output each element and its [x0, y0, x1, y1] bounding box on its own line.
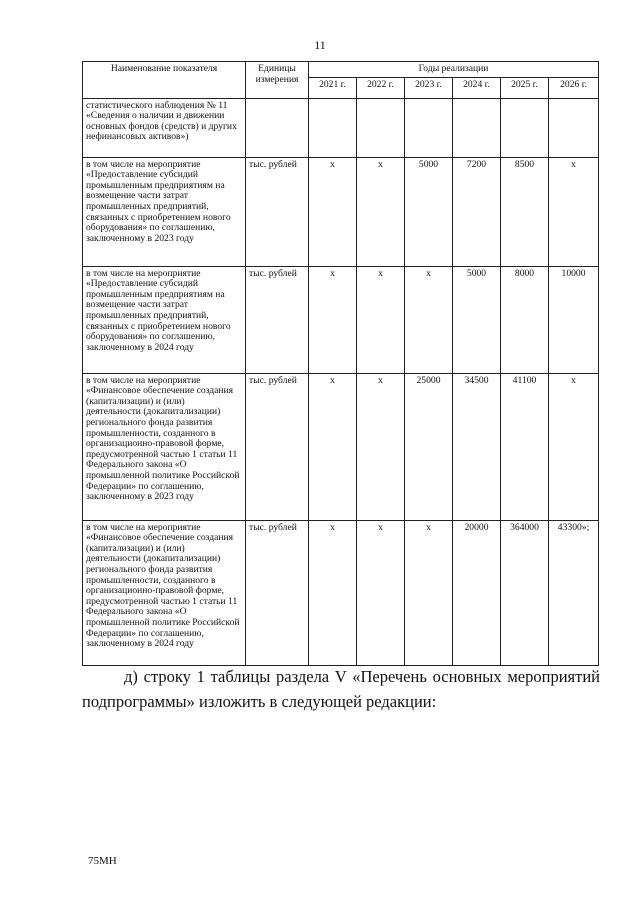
row-value-2026: 10000 [549, 266, 599, 373]
row-value-2022: х [357, 266, 405, 373]
row-name: в том числе на мероприятие «Предоставление субсидий промышленным предприятиям на возмещение части затрат промышленных предприятий, связанных с приобретением нового оборудования» по соглашению, заключенному в 2023 году [83, 157, 246, 266]
row-name: в том числе на мероприятие «Финансовое обеспечение создания (капитализации) и (или) деятельности (докапитализации) регионального фонда развития промышленности, созданного в организационно-правовой форме, предусмотренной частью 1 статьи 11 Федерального закона «О промышленной политике Российской Федерации» по соглашению, заключенному в 2024 году [83, 520, 246, 665]
row-value-2024: 20000 [453, 520, 501, 665]
row-value-2024 [453, 98, 501, 157]
header-indicator-name: Наименование показателя [83, 62, 246, 99]
row-value-2022: х [357, 157, 405, 266]
header-year-2021: 2021 г. [309, 77, 357, 98]
row-value-2021: х [309, 157, 357, 266]
table-header-row [83, 62, 599, 78]
row-value-2021: х [309, 520, 357, 665]
row-value-2026: х [549, 373, 599, 520]
row-unit: тыс. рублей [246, 157, 309, 266]
amendment-paragraph-line-1: д) строку 1 таблицы раздела V «Перечень основных мероприятий [124, 667, 600, 686]
row-value-2024: 34500 [453, 373, 501, 520]
header-years-group: Годы реализации [309, 62, 599, 78]
row-value-2025: 8000 [501, 266, 549, 373]
header-year-2026: 2026 г. [549, 77, 599, 98]
row-name: статистического наблюдения № 11 «Сведения о наличии и движении основных фондов (средств) и других нефинансовых активов») [83, 98, 246, 157]
indicators-table [82, 61, 599, 666]
row-value-2022: х [357, 373, 405, 520]
header-year-2024: 2024 г. [453, 77, 501, 98]
row-unit [246, 98, 309, 157]
row-unit: тыс. рублей [246, 266, 309, 373]
row-value-2022: х [357, 520, 405, 665]
row-value-2026 [549, 98, 599, 157]
row-value-2023: 25000 [405, 373, 453, 520]
page-number: 11 [314, 38, 326, 52]
row-value-2026: 43300»; [549, 520, 599, 665]
amendment-paragraph-line-2: подпрограммы» изложить в следующей редакции: [82, 692, 437, 711]
row-value-2025 [501, 98, 549, 157]
row-unit: тыс. рублей [246, 373, 309, 520]
row-value-2024: 7200 [453, 157, 501, 266]
row-value-2025: 41100 [501, 373, 549, 520]
row-value-2023: 5000 [405, 157, 453, 266]
row-unit: тыс. рублей [246, 520, 309, 665]
table-row [83, 98, 599, 157]
header-year-2023: 2023 г. [405, 77, 453, 98]
row-name: в том числе на мероприятие «Предоставление субсидий промышленным предприятиям на возмещение части затрат промышленных предприятий, связанных с приобретением нового оборудования» по соглашению, заключенному в 2024 году [83, 266, 246, 373]
row-value-2021: х [309, 266, 357, 373]
header-year-2025: 2025 г. [501, 77, 549, 98]
row-name: в том числе на мероприятие «Финансовое обеспечение создания (капитализации) и (или) деятельности (докапитализации) регионального фонда развития промышленности, созданного в организационно-правовой форме, предусмотренной частью 1 статьи 11 Федерального закона «О промышленной политике Российской Федерации» по соглашению, заключенному в 2023 году [83, 373, 246, 520]
header-year-2022: 2022 г. [357, 77, 405, 98]
table-row [83, 373, 599, 520]
row-value-2025: 8500 [501, 157, 549, 266]
row-value-2025: 364000 [501, 520, 549, 665]
footer-document-code: 75МН [88, 855, 117, 867]
row-value-2023: х [405, 266, 453, 373]
row-value-2022 [357, 98, 405, 157]
row-value-2021 [309, 98, 357, 157]
table-row [83, 266, 599, 373]
row-value-2023: х [405, 520, 453, 665]
row-value-2026: х [549, 157, 599, 266]
table-row [83, 520, 599, 665]
row-value-2024: 5000 [453, 266, 501, 373]
row-value-2021: х [309, 373, 357, 520]
table-row [83, 157, 599, 266]
header-unit: Единицы измерения [246, 62, 309, 99]
row-value-2023 [405, 98, 453, 157]
